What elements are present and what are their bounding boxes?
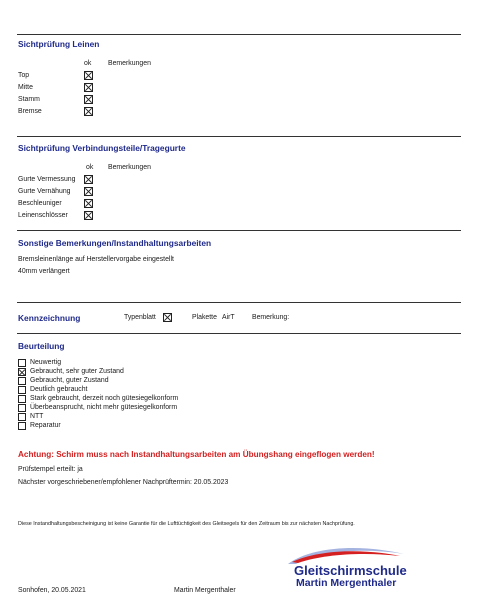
section-title-leinen: Sichtprüfung Leinen (18, 39, 100, 49)
next-inspection-date: Nächster vorgeschriebener/empfohlener Nachprüftermin: 20.05.2023 (18, 479, 229, 486)
pruefstempel-info: Prüfstempel erteilt: ja (18, 466, 83, 473)
remark-line-2: 40mm verlängert (18, 268, 70, 275)
bemerkung-label: Bemerkung: (252, 314, 290, 321)
warning-notice: Achtung: Schirm muss nach Instandhaltungsarbeiten am Übungshang eingeflogen werden! (18, 450, 375, 459)
row-label-gurte-vernaehung: Gurte Vernähung (18, 188, 71, 195)
rating-label-reparatur: Reparatur (30, 422, 61, 429)
divider (17, 230, 461, 231)
rating-label-neuwertig: Neuwertig (30, 359, 62, 366)
rating-checkbox-ntt[interactable] (18, 413, 26, 421)
section-title-sonstige: Sonstige Bemerkungen/Instandhaltungsarbeiten (18, 238, 212, 248)
typenblatt-label: Typenblatt (124, 314, 156, 321)
divider (17, 34, 461, 35)
ok-checkbox-gurte-vernaehung[interactable] (84, 187, 93, 196)
ok-checkbox-top[interactable] (84, 71, 93, 80)
section-title-kennzeichnung: Kennzeichnung (18, 313, 81, 323)
row-label-leinenschloesser: Leinenschlösser (18, 212, 68, 219)
rating-checkbox-gut[interactable] (18, 377, 26, 385)
row-label-mitte: Mitte (18, 84, 33, 91)
section-title-beurteilung: Beurteilung (18, 341, 65, 351)
row-label-top: Top (18, 72, 30, 79)
column-remarks: Bemerkungen (108, 164, 151, 171)
rating-checkbox-deutlich[interactable] (18, 386, 26, 394)
rating-label-deutlich: Deutlich gebraucht (30, 386, 88, 393)
typenblatt-checkbox[interactable] (163, 313, 172, 322)
ok-checkbox-mitte[interactable] (84, 83, 93, 92)
ok-checkbox-leinenschloesser[interactable] (84, 211, 93, 220)
remark-line-1: Bremsleinenlänge auf Herstellervorgabe eingestellt (18, 256, 174, 263)
rating-checkbox-neuwertig[interactable] (18, 359, 26, 367)
row-label-bremse: Bremse (18, 108, 42, 115)
column-ok: ok (86, 164, 94, 171)
ok-checkbox-bremse[interactable] (84, 107, 93, 116)
ok-checkbox-stamm[interactable] (84, 95, 93, 104)
rating-checkbox-ueberbeansprucht[interactable] (18, 404, 26, 412)
plakette-label: Plakette (192, 314, 217, 321)
logo-line-2: Martin Mergenthaler (296, 577, 397, 589)
divider (17, 136, 461, 137)
rating-label-gut: Gebraucht, guter Zustand (30, 377, 109, 384)
footer-signer: Martin Mergenthaler (174, 587, 236, 594)
rating-checkbox-sehr-gut[interactable] (18, 368, 26, 376)
footer-place-date: Sonhofen, 20.05.2021 (18, 587, 86, 594)
plakette-value: AirT (222, 314, 235, 321)
rating-label-ntt: NTT (30, 413, 44, 420)
row-label-stamm: Stamm (18, 96, 40, 103)
ok-checkbox-beschleuniger[interactable] (84, 199, 93, 208)
row-label-gurte-vermessung: Gurte Vermessung (18, 176, 76, 183)
school-logo (282, 544, 412, 590)
rating-label-ueberbeansprucht: Überbeansprucht, nicht mehr gütesiegelkonform (30, 404, 178, 411)
row-label-beschleuniger: Beschleuniger (18, 200, 62, 207)
rating-checkbox-reparatur[interactable] (18, 422, 26, 430)
column-remarks: Bemerkungen (108, 60, 151, 67)
logo-line-1: Gleitschirmschule (294, 563, 407, 578)
rating-label-sehr-gut: Gebraucht, sehr guter Zustand (30, 368, 124, 375)
section-title-verbindung: Sichtprüfung Verbindungsteile/Tragegurte (18, 143, 186, 153)
column-ok: ok (84, 60, 92, 67)
divider (17, 302, 461, 303)
divider (17, 333, 461, 334)
disclaimer: Diese Instandhaltungsbescheinigung ist keine Garantie für die Lufttüchtigkeit des Gleitsegels für den Zeitraum bis zur nächsten Nachprüfung. (18, 521, 355, 527)
ok-checkbox-gurte-vermessung[interactable] (84, 175, 93, 184)
rating-checkbox-stark[interactable] (18, 395, 26, 403)
rating-label-stark: Stark gebraucht, derzeit noch gütesiegelkonform (30, 395, 179, 402)
